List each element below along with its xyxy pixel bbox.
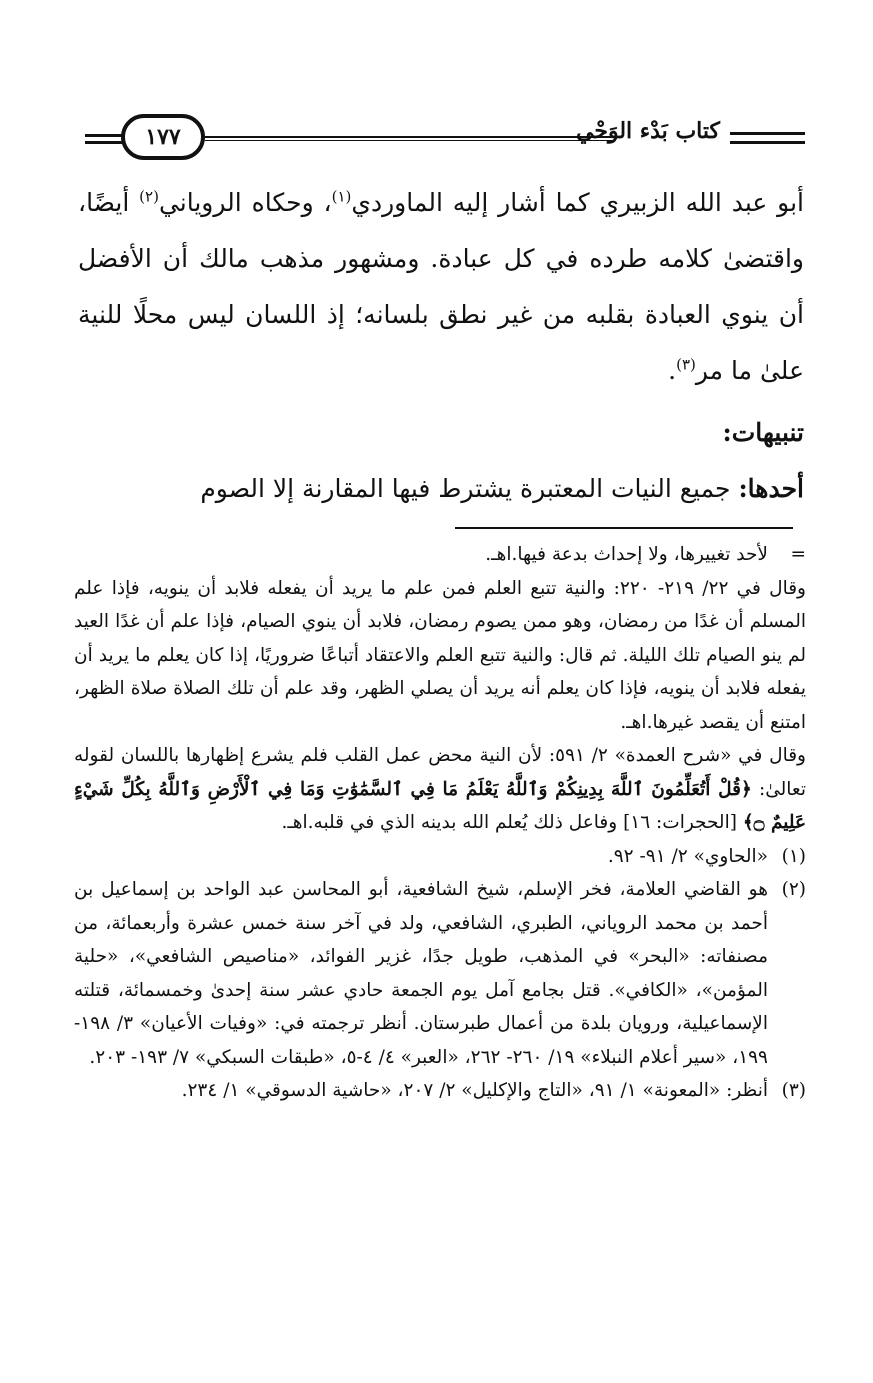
para1-part-c: أيضًا، واقتضىٰ كلامه طرده في كل عبادة. ومشهور مذهب مالك أن الأفضل أن ينوي العبادة بقلبه من غير نطق بلسانه؛ إذ اللسان ليس محلًا للنية علىٰ ما مر — [78, 188, 804, 385]
footnote-ref-2: (٢) — [139, 187, 159, 206]
header-rule-left-2 — [85, 141, 125, 144]
page-header — [85, 110, 805, 170]
header-rule-right — [730, 132, 805, 135]
footnote-1-marker: (١) — [781, 845, 806, 867]
footnote-2-marker: (٢) — [781, 879, 806, 900]
first-label: أحدها: — [738, 474, 804, 503]
footnote-1 — [74, 840, 806, 874]
continuation-marker: = — [790, 544, 806, 565]
para1-part-a: أبو عبد الله الزبيري كما أشار إليه الماوردي — [351, 188, 804, 217]
main-paragraph — [78, 175, 804, 399]
footnote-3 — [74, 1074, 806, 1108]
footnote-ref-1: (١) — [331, 187, 352, 206]
header-rule-right-2 — [730, 141, 805, 144]
footnote-divider — [455, 527, 793, 529]
page-number: ١٧٧ — [121, 114, 205, 160]
continuation-paragraph-3 — [74, 739, 806, 840]
header-rule-left — [85, 134, 125, 137]
continuation-paragraph-2: وقال في ٢٢/ ٢١٩- ٢٢٠: والنية تتبع العلم فمن علم ما يريد أن يفعله فلابد أن ينويه، فإذا علم المسلم أن غدًا من رمضان، وهو ممن يصوم رمضان، فلابد أن ينوي الصيام، فإذا علم أن غدًا العيد لم ينو الصيام تلك الليلة. ثم قال: والنية تتبع العلم والاعتقاد أتباعًا ضروريًا، إذا كان يعلم ما يريد أن يفعله فلابد أن ينويه، فإذا كان يعلم أنه يريد أن يصلي الظهر، وقد علم أن تلك الصلاة صلاة الظهر، امتنع أن يقصد غيرها.اهـ. — [74, 577, 806, 733]
section-heading: تنبيهات: — [722, 418, 804, 447]
first-text: جميع النيات المعتبرة يشترط فيها المقارنة إلا الصوم — [200, 474, 739, 503]
header-rule-middle-2 — [205, 140, 615, 141]
para1-part-b: ، وحكاه الروياني — [158, 188, 332, 217]
footnotes — [74, 538, 806, 1108]
main-text — [78, 175, 804, 517]
footnote-3-text: أنظر: «المعونة» ١/ ٩١، «التاج والإكليل» ٢/ ٢٠٧، «حاشية الدسوقي» ١/ ٢٣٤. — [181, 1080, 768, 1101]
cont-para3-a: وقال في «شرح العمدة» ٢/ ٥٩١: لأن النية محض عمل القلب فلم يشرع إظهارها باللسان لقوله تعالىٰ: — [74, 745, 806, 800]
footnote-2-text: هو القاضي العلامة، فخر الإسلم، شيخ الشافعية، أبو المحاسن عبد الواحد بن إسماعيل بن أحمد بن محمد الروياني، الطبري، الشافعي، ولد في آخر سنة خمس عشرة وأربعمائة، من مصنفاته: «البحر» في المذهب، طويل جدًا، غزير الفوائد، «مناصيص الشافعي»، «حلية المؤمن»، «الكافي». قتل بجامع آمل يوم الجمعة حادي عشر سنة إحدىٰ وخمسمائة، قتلته الإسماعيلية، ورويان بلدة من أعمال طبرستان. أنظر ترجمته في: «وفيات الأعيان» ٣/ ١٩٨- ١٩٩، «سير أعلام النبلاء» ١٩/ ٢٦٠- ٢٦٢، «العبر» ٤/ ٤-٥، «طبقات السبكي» ٧/ ١٩٣- ٢٠٣. — [74, 879, 768, 1068]
quran-verse: ﴿قُلْ أَتُعَلِّمُونَ ٱللَّهَ بِدِينِكُمْ وَٱللَّهُ يَعْلَمُ مَا فِي ٱلسَّمَٰوَٰتِ وَمَا فِي ٱلْأَرْضِ وَٱللَّهُ بِكُلِّ شَيْءٍ عَلِيمٌ ۝﴾ — [74, 778, 806, 833]
footnote-ref-3: (٣) — [676, 355, 696, 374]
cont-para3-b: [الحجرات: ١٦] وفاعل ذلك يُعلم الله بدينه الذي في قلبه.اهـ. — [281, 812, 743, 833]
footnote-3-marker: (٣) — [781, 1080, 806, 1101]
footnote-1-text: «الحاوي» ٢/ ٩١- ٩٢. — [607, 845, 768, 867]
header-rule-middle — [205, 136, 615, 138]
continuation-line-1: لأحد تغييرها، ولا إحداث بدعة فيها.اهـ. — [485, 544, 768, 565]
footnote-2 — [74, 873, 806, 1074]
footnote-continuation — [74, 538, 806, 572]
first-note-paragraph — [78, 461, 804, 517]
book-title: كتاب بَدْء الوَحْي — [576, 118, 720, 144]
para1-end: . — [668, 356, 677, 385]
